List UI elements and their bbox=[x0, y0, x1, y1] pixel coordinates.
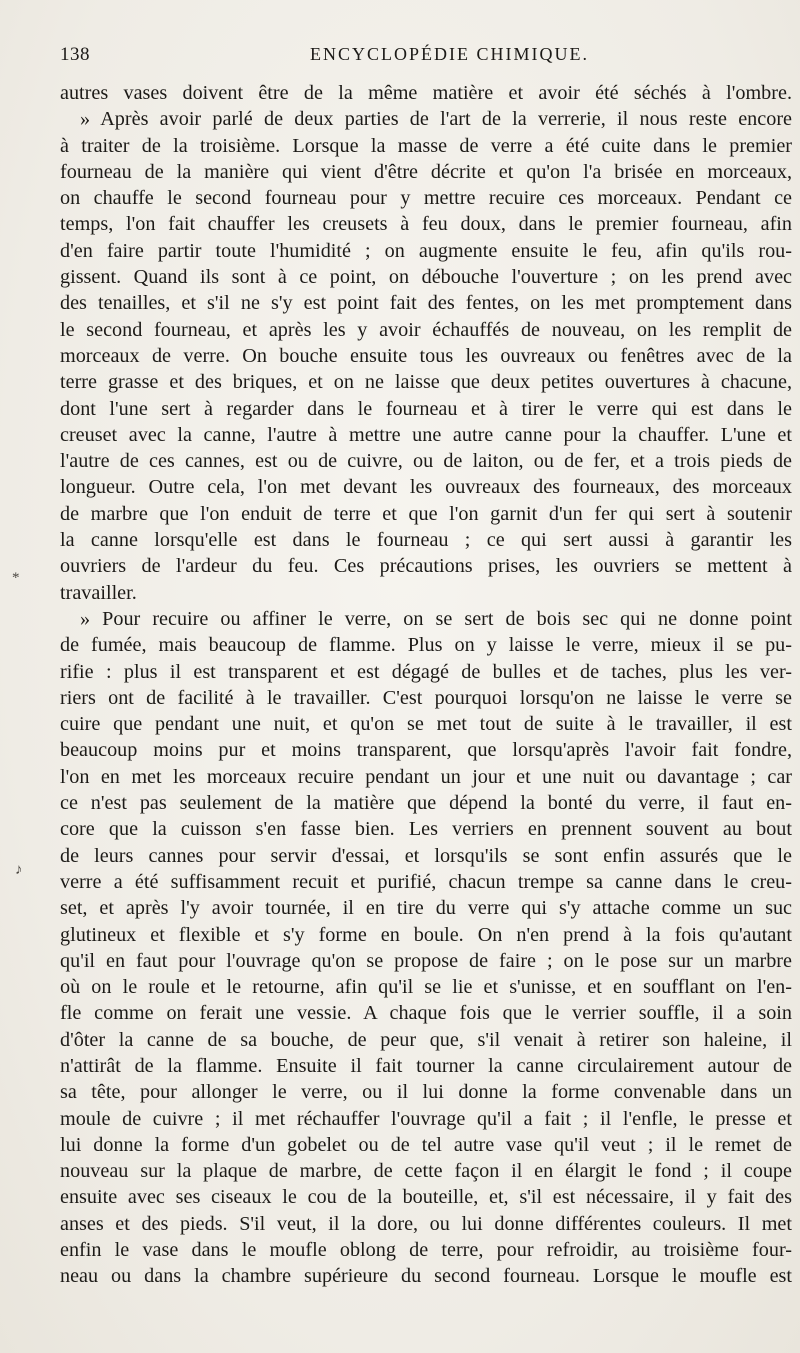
text-line: temps, l'on fait chauffer les creusets à feu doux, dans le premier fourneau, afin bbox=[60, 213, 792, 236]
body-text bbox=[60, 80, 792, 1290]
text-line: autres vases doivent être de la même matière et avoir été séchés à l'ombre. bbox=[60, 82, 792, 104]
text-line: set, et après l'y avoir tournée, il en tire du verre qui s'y attache comme un suc bbox=[60, 897, 792, 920]
text-line: longueur. Outre cela, l'on met devant les ouvreaux des fourneaux, des morceaux bbox=[60, 476, 792, 499]
text-line: fourneau de la manière qui vient d'être décrite et qu'on l'a brisée en morceaux, bbox=[60, 160, 792, 183]
text-line: de leurs cannes pour servir d'essai, et lorsqu'ils se sont enfin assurés que le bbox=[60, 844, 792, 867]
text-line: neau ou dans la chambre supérieure du second fourneau. Lorsque le moufle est bbox=[60, 1265, 792, 1288]
page-number: 138 bbox=[60, 44, 90, 65]
text-line: l'autre de ces cannes, est ou de cuivre, ou de laiton, ou de fer, et a trois pieds de bbox=[60, 450, 792, 473]
text-line: creuset avec la canne, l'autre à mettre une autre canne pour la chauffer. L'une et bbox=[60, 423, 792, 446]
text-line: nouveau sur la plaque de marbre, de cette façon il en élargit le fond ; il coupe bbox=[60, 1160, 792, 1183]
text-line: le second fourneau, et après les y avoir échauffés de nouveau, on les remplit de bbox=[60, 318, 792, 341]
text-line: glutineux et flexible et s'y forme en boule. On n'en prend à la fois qu'autant bbox=[60, 923, 792, 946]
page-header bbox=[60, 44, 790, 74]
text-line: on chauffe le second fourneau pour y mettre recuire ces morceaux. Pendant ce bbox=[60, 187, 792, 210]
text-line: à traiter de la troisième. Lorsque la masse de verre a été cuite dans le premier bbox=[60, 134, 792, 157]
text-line: riers ont de facilité à le travailler. C'est pourquoi lorsqu'on ne laisse le verre se bbox=[60, 686, 792, 709]
text-line: ce n'est pas seulement de la matière que dépend la bonté du verre, il faut en- bbox=[60, 792, 792, 815]
margin-mark: ♪ bbox=[15, 862, 23, 878]
text-line: » Pour recuire ou affiner le verre, on se sert de bois sec qui ne donne point bbox=[80, 607, 792, 630]
text-line: verre a été suffisamment recuit et purifié, chacun trempe sa canne dans le creu- bbox=[60, 870, 792, 893]
text-line: travailler. bbox=[60, 581, 137, 604]
text-line: ouvriers de l'ardeur du feu. Ces précautions prises, les ouvriers se mettent à bbox=[60, 555, 792, 578]
text-line: l'on en met les morceaux recuire pendant un jour et une nuit ou davantage ; car bbox=[60, 765, 792, 788]
text-line: beaucoup moins pur et moins transparent, que lorsqu'après l'avoir fait fondre, bbox=[60, 739, 792, 762]
text-line: fle comme on ferait une vessie. A chaque fois que le verrier souffle, il a soin bbox=[60, 1002, 792, 1025]
text-line: ensuite avec ses ciseaux le cou de la bouteille, et, s'il est nécessaire, il y fait des bbox=[60, 1186, 792, 1209]
text-line: moule de cuivre ; il met réchauffer l'ouvrage qu'il a fait ; il l'enfle, le presse et bbox=[60, 1107, 792, 1130]
running-title: ENCYCLOPÉDIE CHIMIQUE. bbox=[310, 44, 589, 64]
text-line: lui donne la forme d'un gobelet ou de tel autre vase qu'il veut ; il le remet de bbox=[60, 1133, 792, 1156]
text-line: sa tête, pour allonger le verre, ou il lui donne la forme convenable dans un bbox=[60, 1081, 792, 1104]
text-line: anses et des pieds. S'il veut, il la dore, ou lui donne différentes couleurs. Il met bbox=[60, 1212, 792, 1235]
text-line: » Après avoir parlé de deux parties de l'art de la verrerie, il nous reste encore bbox=[80, 108, 792, 131]
text-line: d'en faire partir toute l'humidité ; on augmente ensuite le feu, afin qu'ils rou- bbox=[60, 239, 792, 262]
text-line: qu'il en faut pour l'ouvrage qu'on se propose de faire ; on le pose sur un marbre bbox=[60, 949, 792, 972]
margin-mark: * bbox=[12, 570, 20, 586]
text-line: enfin le vase dans le moufle oblong de terre, pour refroidir, au troisième four- bbox=[60, 1239, 792, 1262]
text-line: gissent. Quand ils sont à ce point, on débouche l'ouverture ; on les prend avec bbox=[60, 266, 792, 289]
text-line: rifie : plus il est transparent et est dégagé de bulles et de taches, plus les ver- bbox=[60, 660, 792, 683]
text-line: d'ôter la canne de sa bouche, de peur que, s'il venait à retirer son haleine, il bbox=[60, 1028, 792, 1051]
text-line: la canne lorsqu'elle est dans le fourneau ; ce qui sert aussi à garantir les bbox=[60, 529, 792, 552]
text-line: core que la cuisson s'en fasse bien. Les verriers en prennent souvent au bout bbox=[60, 818, 792, 841]
text-line: cuire que pendant une nuit, et qu'on se met tout de suite à le travailler, il est bbox=[60, 713, 792, 736]
text-line: n'attirât de la flamme. Ensuite il fait tourner la canne circulairement autour de bbox=[60, 1054, 792, 1077]
text-line: où on le roule et le retourne, afin qu'il se lie et s'unisse, et en soufflant on l'en- bbox=[60, 976, 792, 999]
text-line: morceaux de verre. On bouche ensuite tous les ouvreaux ou fenêtres avec de la bbox=[60, 344, 792, 367]
text-line: de fumée, mais beaucoup de flamme. Plus on y laisse le verre, mieux il se pu- bbox=[60, 634, 792, 657]
text-line: dont l'une sert à regarder dans le fourneau et à tirer le verre qui est dans le bbox=[60, 397, 792, 420]
text-line: terre grasse et des briques, et on ne laisse que deux petites ouvertures à chacune, bbox=[60, 371, 792, 394]
text-line: des tenailles, et s'il ne s'y est point fait des fentes, on les met promptement dans bbox=[60, 292, 792, 315]
text-line: de marbre que l'on enduit de terre et que l'on garnit d'un fer qui sert à soutenir bbox=[60, 502, 792, 525]
